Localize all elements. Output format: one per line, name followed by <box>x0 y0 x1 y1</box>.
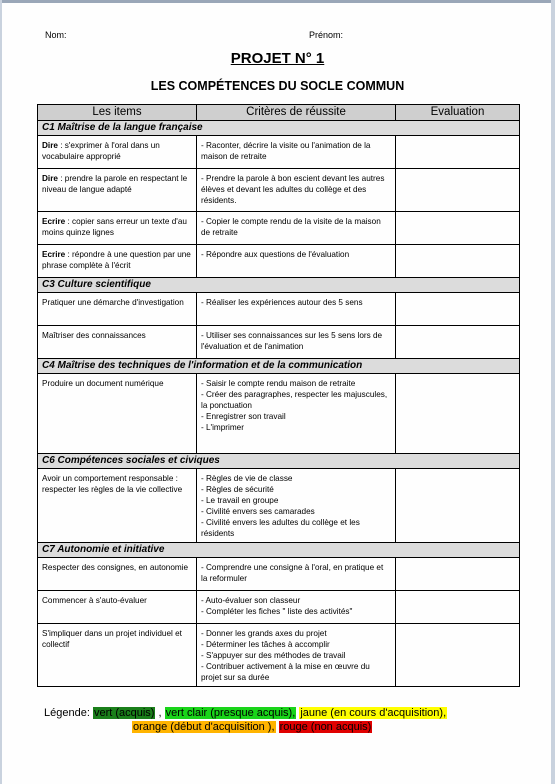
criteria-line: - Répondre aux questions de l'évaluation <box>201 250 350 259</box>
nom-label: Nom: <box>45 30 67 40</box>
evaluation-cell[interactable] <box>396 591 520 624</box>
evaluation-cell[interactable] <box>396 374 520 454</box>
item-keyword: Dire <box>42 174 58 183</box>
criteria-cell <box>197 624 396 687</box>
item-keyword: Ecrire <box>42 217 66 226</box>
section-header-row <box>38 278 520 293</box>
item-cell <box>38 293 197 326</box>
evaluation-cell[interactable] <box>396 558 520 591</box>
criteria-cell <box>197 469 396 543</box>
table-row <box>38 169 520 212</box>
item-text: : copier sans erreur un texte d'au moins quinze lignes <box>42 217 187 237</box>
item-text: : répondre à une question par une phrase complète à l'écrit <box>42 250 191 270</box>
evaluation-cell[interactable] <box>396 326 520 359</box>
criteria-line: - Comprendre une consigne à l'oral, en pratique et la reformuler <box>201 563 384 583</box>
criteria-line: - Civilité envers les adultes du collège et les résidents <box>201 518 360 538</box>
table-row <box>38 558 520 591</box>
table-row <box>38 624 520 687</box>
item-cell <box>38 374 197 454</box>
criteria-line: - Règles de vie de classe <box>201 474 293 483</box>
item-text: Produire un document numérique <box>42 379 164 388</box>
item-text: Commencer à s'auto-évaluer <box>42 596 147 605</box>
criteria-line: - Raconter, décrire la visite ou l'animation de la maison de retraite <box>201 141 371 161</box>
item-text: Respecter des consignes, en autonomie <box>42 563 189 572</box>
legend-label: Légende: <box>44 707 90 719</box>
legend-red: rouge (non acquis) <box>279 721 372 733</box>
criteria-line: - L'imprimer <box>201 423 244 432</box>
item-keyword: Ecrire <box>42 250 66 259</box>
criteria-cell <box>197 558 396 591</box>
item-text: : s'exprimer à l'oral dans un vocabulaire approprié <box>42 141 160 161</box>
legend-light-green: vert clair (presque acquis), <box>165 707 296 719</box>
criteria-line: - Enregistrer son travail <box>201 412 286 421</box>
criteria-cell <box>197 169 396 212</box>
page-title: PROJET N° 1 <box>230 50 325 67</box>
table-body <box>38 121 520 687</box>
prenom-label: Prénom: <box>309 30 344 40</box>
item-cell <box>38 326 197 359</box>
evaluation-cell[interactable] <box>396 624 520 687</box>
evaluation-cell[interactable] <box>396 212 520 245</box>
item-cell <box>38 245 197 278</box>
criteria-line: - Saisir le compte rendu maison de retraite <box>201 379 356 388</box>
table-row <box>38 591 520 624</box>
evaluation-cell[interactable] <box>396 293 520 326</box>
item-text: S'impliquer dans un projet individuel et collectif <box>42 629 182 649</box>
criteria-line: - Prendre la parole à bon escient devant les autres élèves et devant les adultes du collège et des résidents. <box>201 174 385 205</box>
evaluation-cell[interactable] <box>396 469 520 543</box>
criteria-line: - Civilité envers ses camarades <box>201 507 315 516</box>
criteria-line: - S'appuyer sur des méthodes de travail <box>201 651 346 660</box>
criteria-line: - Règles de sécurité <box>201 485 274 494</box>
legend <box>44 706 524 734</box>
section-header-row <box>38 543 520 558</box>
criteria-line: - Auto-évaluer son classeur <box>201 596 301 605</box>
section-title: C3 Culture scientifique <box>38 278 520 293</box>
item-cell <box>38 558 197 591</box>
legend-orange: orange (début d'acquisition ), <box>133 721 275 733</box>
column-header-evaluation: Evaluation <box>396 105 520 121</box>
section-title: C4 Maîtrise des techniques de l'information et de la communication <box>38 359 520 374</box>
criteria-line: - Copier le compte rendu de la visite de la maison de retraite <box>201 217 381 237</box>
criteria-cell <box>197 374 396 454</box>
criteria-cell <box>197 293 396 326</box>
section-title: C7 Autonomie et initiative <box>38 543 520 558</box>
evaluation-cell[interactable] <box>396 169 520 212</box>
criteria-line: - Réaliser les expériences autour des 5 sens <box>201 298 363 307</box>
window-right-edge <box>551 0 555 784</box>
criteria-line: - Donner les grands axes du projet <box>201 629 327 638</box>
criteria-line: - Le travail en groupe <box>201 496 279 505</box>
table-row <box>38 212 520 245</box>
item-keyword: Dire <box>42 141 58 150</box>
legend-yellow: jaune (en cours d'acquisition), <box>300 707 447 719</box>
section-title: C6 Compétences sociales et civiques <box>38 454 520 469</box>
item-cell <box>38 591 197 624</box>
window-top-edge <box>0 0 555 3</box>
item-text: Avoir un comportement responsable : respecter les règles de la vie collective <box>42 474 183 494</box>
section-header-row <box>38 359 520 374</box>
item-text: : prendre la parole en respectant le niveau de langue adapté <box>42 174 188 194</box>
criteria-cell <box>197 326 396 359</box>
section-title: C1 Maîtrise de la langue française <box>38 121 520 136</box>
criteria-line: - Contribuer activement à la mise en œuvre du projet sur sa durée <box>201 662 370 682</box>
criteria-cell <box>197 591 396 624</box>
item-cell <box>38 469 197 543</box>
item-cell <box>38 624 197 687</box>
table-row <box>38 469 520 543</box>
column-header-criteria: Critères de réussite <box>197 105 396 121</box>
item-text: Maîtriser des connaissances <box>42 331 146 340</box>
criteria-cell <box>197 136 396 169</box>
section-header-row <box>38 121 520 136</box>
criteria-line: - Créer des paragraphes, respecter les majuscules, la ponctuation <box>201 390 388 410</box>
legend-separator: , <box>155 707 165 719</box>
criteria-line: - Déterminer les tâches à accomplir <box>201 640 330 649</box>
criteria-line: - Utiliser ses connaissances sur les 5 sens lors de l'évaluation et de l'animation <box>201 331 383 351</box>
column-header-items: Les items <box>38 105 197 121</box>
window-left-edge <box>0 0 2 784</box>
competences-table <box>37 104 520 687</box>
table-row <box>38 136 520 169</box>
criteria-line: - Compléter les fiches " liste des activités" <box>201 607 353 616</box>
evaluation-cell[interactable] <box>396 136 520 169</box>
item-cell <box>38 212 197 245</box>
section-header-row <box>38 454 520 469</box>
item-cell <box>38 136 197 169</box>
table-row <box>38 374 520 454</box>
item-cell <box>38 169 197 212</box>
table-row <box>38 245 520 278</box>
item-text: Pratiquer une démarche d'investigation <box>42 298 184 307</box>
evaluation-cell[interactable] <box>396 245 520 278</box>
table-header-row <box>38 105 520 121</box>
page-subtitle: LES COMPÉTENCES DU SOCLE COMMUN <box>150 79 405 93</box>
criteria-cell <box>197 245 396 278</box>
table-row <box>38 326 520 359</box>
legend-green: vert (acquis) <box>93 707 155 719</box>
table-row <box>38 293 520 326</box>
criteria-cell <box>197 212 396 245</box>
